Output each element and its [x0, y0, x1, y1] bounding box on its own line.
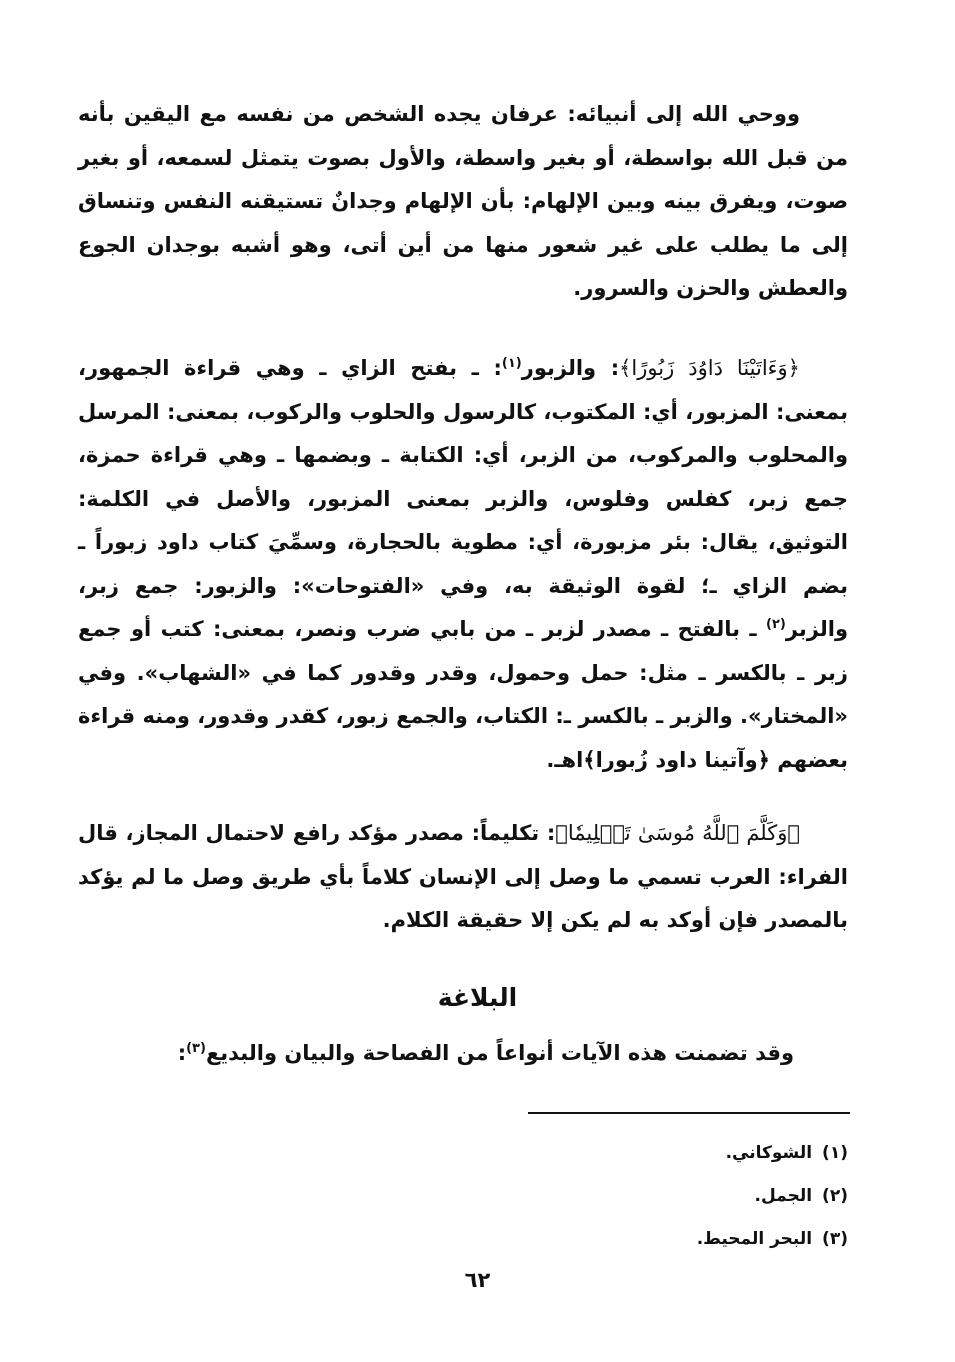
footnote-ref-3: (٣): [186, 1041, 206, 1056]
section-heading: البلاغة: [437, 983, 518, 1012]
quran-verse: ﴿وَكَلَّمَ ٱللَّهُ مُوسَىٰ تَكۡلِيمٗا﴾: [555, 821, 800, 845]
footnote-ref-1: (١): [501, 356, 522, 371]
paragraph-revelation: [78, 93, 848, 311]
paragraph-text: ووحي الله إلى أنبيائه: عرفان يجده الشخص من نفسه مع اليقين بأنه من قبل الله بواسطة، أو بغير واسطة، والأول بصوت يتمثل لسمعه، أو بغير صوت، ويفرق بينه وبين الإلهام: بأن الإلهام وجدانٌ تستيقنه النفس وتنساق إلى ما يطلب على غير شعور منها من أين أتى، وهو أشبه بوجدان الجوع والعطش والحزن والسرور.: [78, 102, 848, 300]
paragraph-zabur: [78, 347, 848, 782]
intro-end: :: [177, 1041, 187, 1065]
footnotes: [78, 1132, 848, 1261]
paragraph-text-c: ـ بالفتح ـ مصدر لزبر ـ من بابي ضرب ونصر، بمعنى: كتب أو جمع زبر ـ بالكسر ـ مثل: حمل وحمول، وقدر وقدور كما في «الشهاب». وفي «المختار». والزبر ـ بالكسر ـ: الكتاب، والجمع زبور، كقدر وقدور، ومنه قراءة بعضهم ﴿وآتينا داود زُبورا﴾اهـ.: [78, 617, 848, 772]
footnote-text: الشوكاني.: [725, 1143, 813, 1163]
paragraph-text-a: : والزبور: [521, 356, 620, 380]
paragraph-text-b: : ـ بفتح الزاي ـ وهي قراءة الجمهور، بمعنى: المزبور، أي: المكتوب، كالرسول والحلوب والركوب، بمعنى: المرسل والمحلوب والمركوب، من الزبر، أي: الكتابة ـ وبضمها ـ وهي قراءة حمزة، جمع زبر، كفلس وفلوس، والزبر بمعنى المزبور، والأصل في الكلمة: التوثيق، يقال: بئر مزبورة، أي: مطوية بالحجارة، وسمِّيَ كتاب داود زبوراً ـ بضم الزاي ـ؛ لقوة الوثيقة به، وفي «الفتوحات»: والزبور: جمع زبر، والزبر: [78, 356, 848, 641]
footnote-number: (١): [822, 1143, 848, 1163]
footnote-item: [78, 1132, 848, 1175]
paragraph-kallama: [78, 812, 848, 943]
paragraph-text: [78, 347, 848, 782]
footnote-item: [78, 1218, 848, 1261]
page-number: ٦٢: [464, 1268, 491, 1292]
footnote-number: (٣): [822, 1229, 848, 1249]
footnote-text: البحر المحيط.: [696, 1229, 813, 1249]
section-intro: [78, 1041, 794, 1065]
footnote-divider: [528, 1112, 850, 1114]
footnote-ref-2: (٢): [766, 617, 786, 632]
paragraph-text: [78, 812, 848, 943]
quran-verse: ﴿وَءَاتَيْنَا دَاوُدَ زَبُورًا﴾: [619, 356, 800, 380]
footnote-item: [78, 1175, 848, 1218]
intro-text: وقد تضمنت هذه الآيات أنواعاً من الفصاحة والبيان والبديع: [205, 1041, 794, 1065]
paragraph-text-body: : تكليماً: مصدر مؤكد رافع لاحتمال المجاز، قال الفراء: العرب تسمي ما وصل إلى الإنسان كلاماً بأي طريق وصل ما لم يؤكد بالمصدر فإن أوكد به لم يكن إلا حقيقة الكلام.: [78, 821, 848, 932]
footnote-number: (٢): [822, 1186, 848, 1206]
footnote-text: الجمل.: [754, 1186, 813, 1206]
